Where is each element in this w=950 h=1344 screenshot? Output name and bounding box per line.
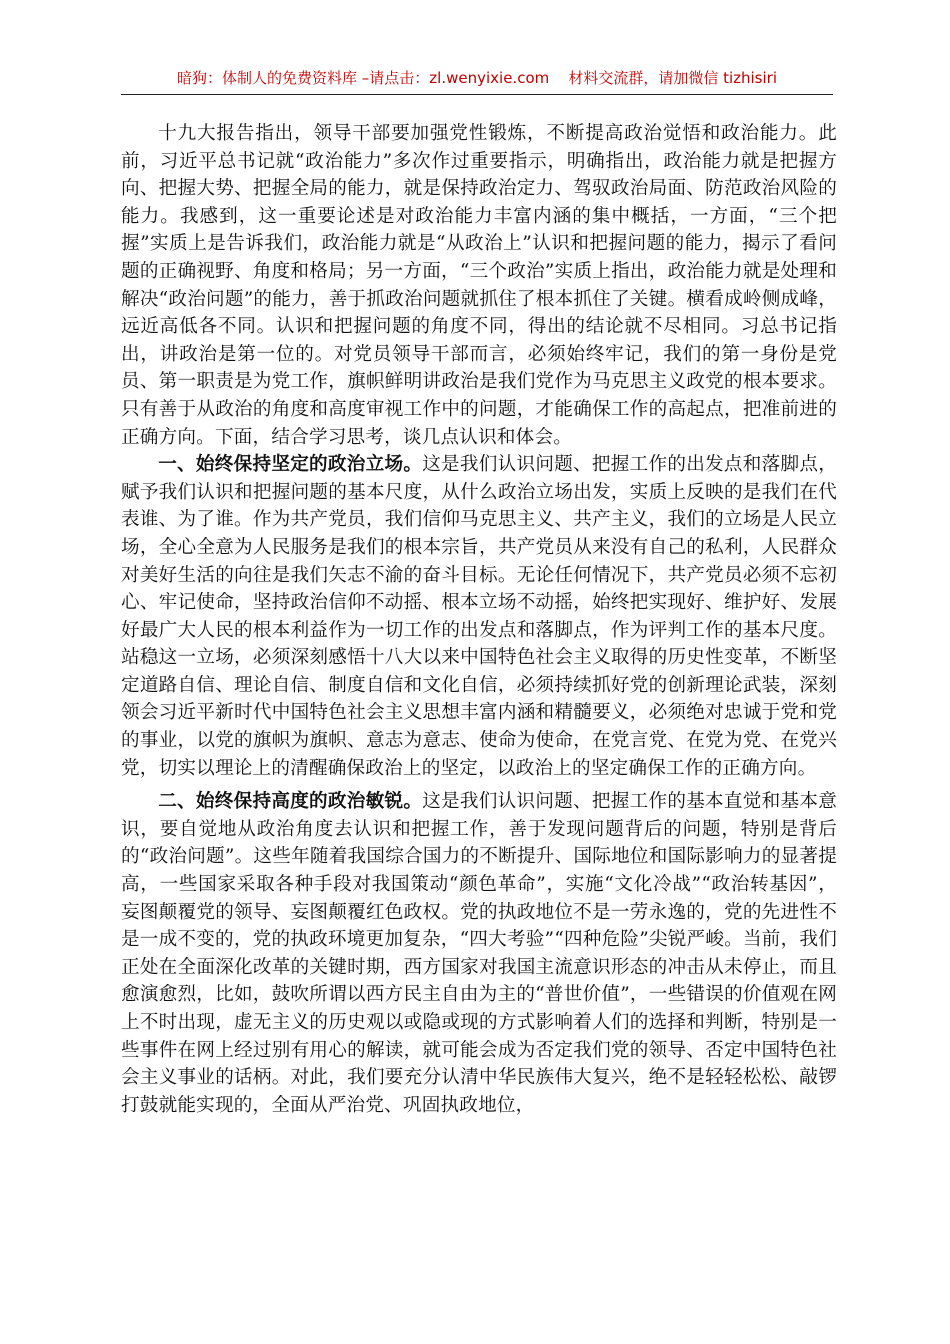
section-one-heading: 一、始终保持坚定的政治立场。 [158,454,423,476]
section-two-text: 这是我们认识问题、把握工作的基本直觉和基本意识，要自觉地从政治角度去认识和把握工作，善于发现问题背后的问题，特别是背后的“政治问题”。这些年随着我国综合国力的不断提升、国际地位和国际影响力的显著提高，一些国家采取各种手段对我国策动“颜色革命”，实施“文化冷战”“政治转基因”，妄图颠覆党的领导、妄图颠覆红色政权。党的执政地位不是一劳永逸的，党的先进性不是一成不变的，党的执政环境更加复杂，“四大考验”“四种危险”尖锐严峻。当前，我们正处在全面深化改革的关键时期，西方国家对我国主流意识形态的冲击从未停止，而且愈演愈烈，比如，鼓吹所谓以西方民主自由为主的“普世价值”，一些错误的价值观在网上不时出现，虚无主义的历史观以或隐或现的方式影响着人们的选择和判断，特别是一些事件在网上经过别有用心的解读，就可能会成为否定我们党的领导、否定中国特色社会主义事业的话柄。对此，我们要充分认清中华民族伟大复兴，绝不是轻轻松松、敲锣打鼓就能实现的，全面从严治党、巩固执政地位， [121,791,837,1116]
header-divider [121,94,833,95]
document-body [121,120,837,1119]
section-one-text: 这是我们认识问题、把握工作的出发点和落脚点，赋予我们认识和把握问题的基本尺度，从什么政治立场出发，实质上反映的是我们在代表谁、为了谁。作为共产党员，我们信仰马克思主义、共产主义，我们的立场是人民立场，全心全意为人民服务是我们的根本宗旨，共产党员从来没有自己的私利，人民群众对美好生活的向往是我们矢志不渝的奋斗目标。无论任何情况下，共产党员必须不忘初心、牢记使命，坚持政治信仰不动摇、根本立场不动摇，始终把实现好、维护好、发展好最广大人民的根本利益作为一切工作的出发点和落脚点，作为评判工作的基本尺度。站稳这一立场，必须深刻感悟十八大以来中国特色社会主义取得的历史性变革，不断坚定道路自信、理论自信、制度自信和文化自信，必须持续抓好党的创新理论武装，深刻领会习近平新时代中国特色社会主义思想丰富内涵和精髓要义，必须绝对忠诚于党和党的事业，以党的旗帜为旗帜、意志为意志、使命为使命，在党言党、在党为党、在党兴党，切实以理论上的清醒确保政治上的坚定，以政治上的坚定确保工作的正确方向。 [121,454,837,779]
page-header [121,64,833,92]
header-wechat-note: 材料交流群，请加微信 tizhisiri [568,69,777,87]
header-site-name: 暗狗：体制人的免费资料库 [177,69,358,87]
intro-paragraph-text: 十九大报告指出，领导干部要加强党性锻炼，不断提高政治觉悟和政治能力。此前，习近平总书记就“政治能力”多次作过重要指示，明确指出，政治能力就是把握方向、把握大势、把握全局的能力，就是保持政治定力、驾驭政治局面、防范政治风险的能力。我感到，这一重要论述是对政治能力丰富内涵的集中概括，一方面，“三个把握”实质上是告诉我们，政治能力就是“从政治上”认识和把握问题的能力，揭示了看问题的正确视野、角度和格局；另一方面，“三个政治”实质上指出，政治能力就是处理和解决“政治问题”的能力，善于抓政治问题就抓住了根本抓住了关键。横看成岭侧成峰，远近高低各不同。认识和把握问题的角度不同，得出的结论就不尽相同。习总书记指出，讲政治是第一位的。对党员领导干部而言，必须始终牢记，我们的第一身份是党员、第一职责是为党工作，旗帜鲜明讲政治是我们党作为马克思主义政党的根本要求。只有善于从政治的角度和高度审视工作中的问题，才能确保工作的高起点，把准前进的正确方向。下面，结合学习思考，谈几点认识和体会。 [121,123,837,448]
section-two-heading: 二、始终保持高度的政治敏锐。 [158,791,423,813]
header-site-link[interactable]: –请点击：zl.wenyixie.com [361,69,550,87]
section-two-paragraph [121,788,837,1119]
intro-paragraph [121,120,837,451]
section-one-paragraph [121,451,837,782]
